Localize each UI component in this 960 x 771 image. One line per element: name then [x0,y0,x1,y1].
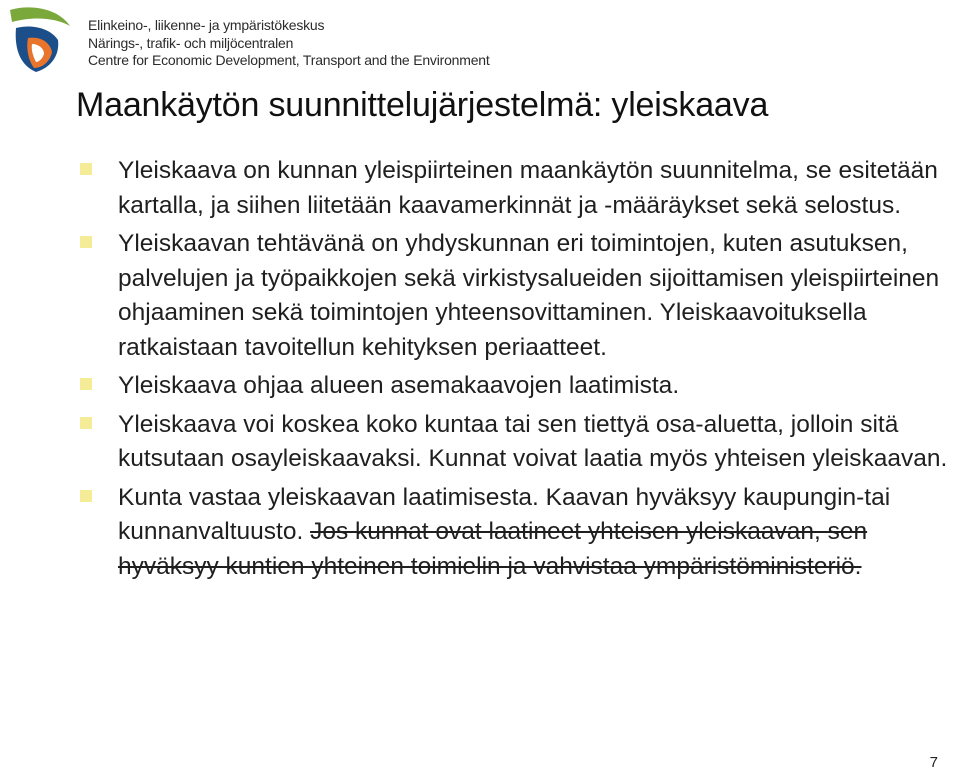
bullet-text: Kunta vastaa yleiskaavan laatimisesta. Kaavan hyväksyy kaupungin-tai kunnanvaltuusto. [118,483,891,545]
bullet-item [78,481,950,585]
bullet-text: Yleiskaava voi koskea koko kuntaa tai sen tiettyä osa-aluetta, jolloin sitä kutsutaan osayleiskaavaksi. Kunnat voivat laatia myös yhteisen yleiskaavan. [118,410,948,472]
square-bullet-icon [80,378,92,390]
bullet-item [78,227,950,365]
bullet-text: Yleiskaava on kunnan yleispiirteinen maankäytön suunnitelma, se esitetään kartalla, ja siihen liitetään kaavamerkinnät ja -määräykset sekä selostus. [118,157,938,219]
page-number: 7 [929,754,938,771]
header [6,4,506,76]
bullet-item [78,154,950,223]
bullet-list [78,154,950,588]
ely-logo [6,4,74,74]
square-bullet-icon [80,163,92,175]
org-name-sv: Närings-, trafik- och miljöcentralen [88,34,294,51]
bullet-item [78,408,950,477]
bullet-item [78,369,950,404]
square-bullet-icon [80,236,92,248]
square-bullet-icon [80,490,92,502]
org-name-fi: Elinkeino-, liikenne- ja ympäristökeskus [88,17,325,33]
organization-name [88,17,490,70]
square-bullet-icon [80,417,92,429]
bullet-text: Yleiskaavan tehtävänä on yhdyskunnan eri toimintojen, kuten asutuksen, palvelujen ja työpaikkojen sekä virkistysalueiden sijoittamisen yleispiirteinen ohjaaminen sekä toimintojen yhteensovittaminen. Yleiskaavoituksella ratkaistaan tavoitellun kehityksen periaatteet. [118,230,940,361]
struck-text: Jos kunnat ovat laatineet yhteisen yleiskaavan, sen hyväksyy kuntien yhteinen toimielin ja vahvistaa ympäristöministeriö. [118,518,868,580]
bullet-text: Yleiskaava ohjaa alueen asemakaavojen laatimista. [118,372,680,399]
org-name-en: Centre for Economic Development, Transport and the Environment [88,52,490,68]
slide-title: Maankäytön suunnittelujärjestelmä: yleiskaava [76,86,769,124]
